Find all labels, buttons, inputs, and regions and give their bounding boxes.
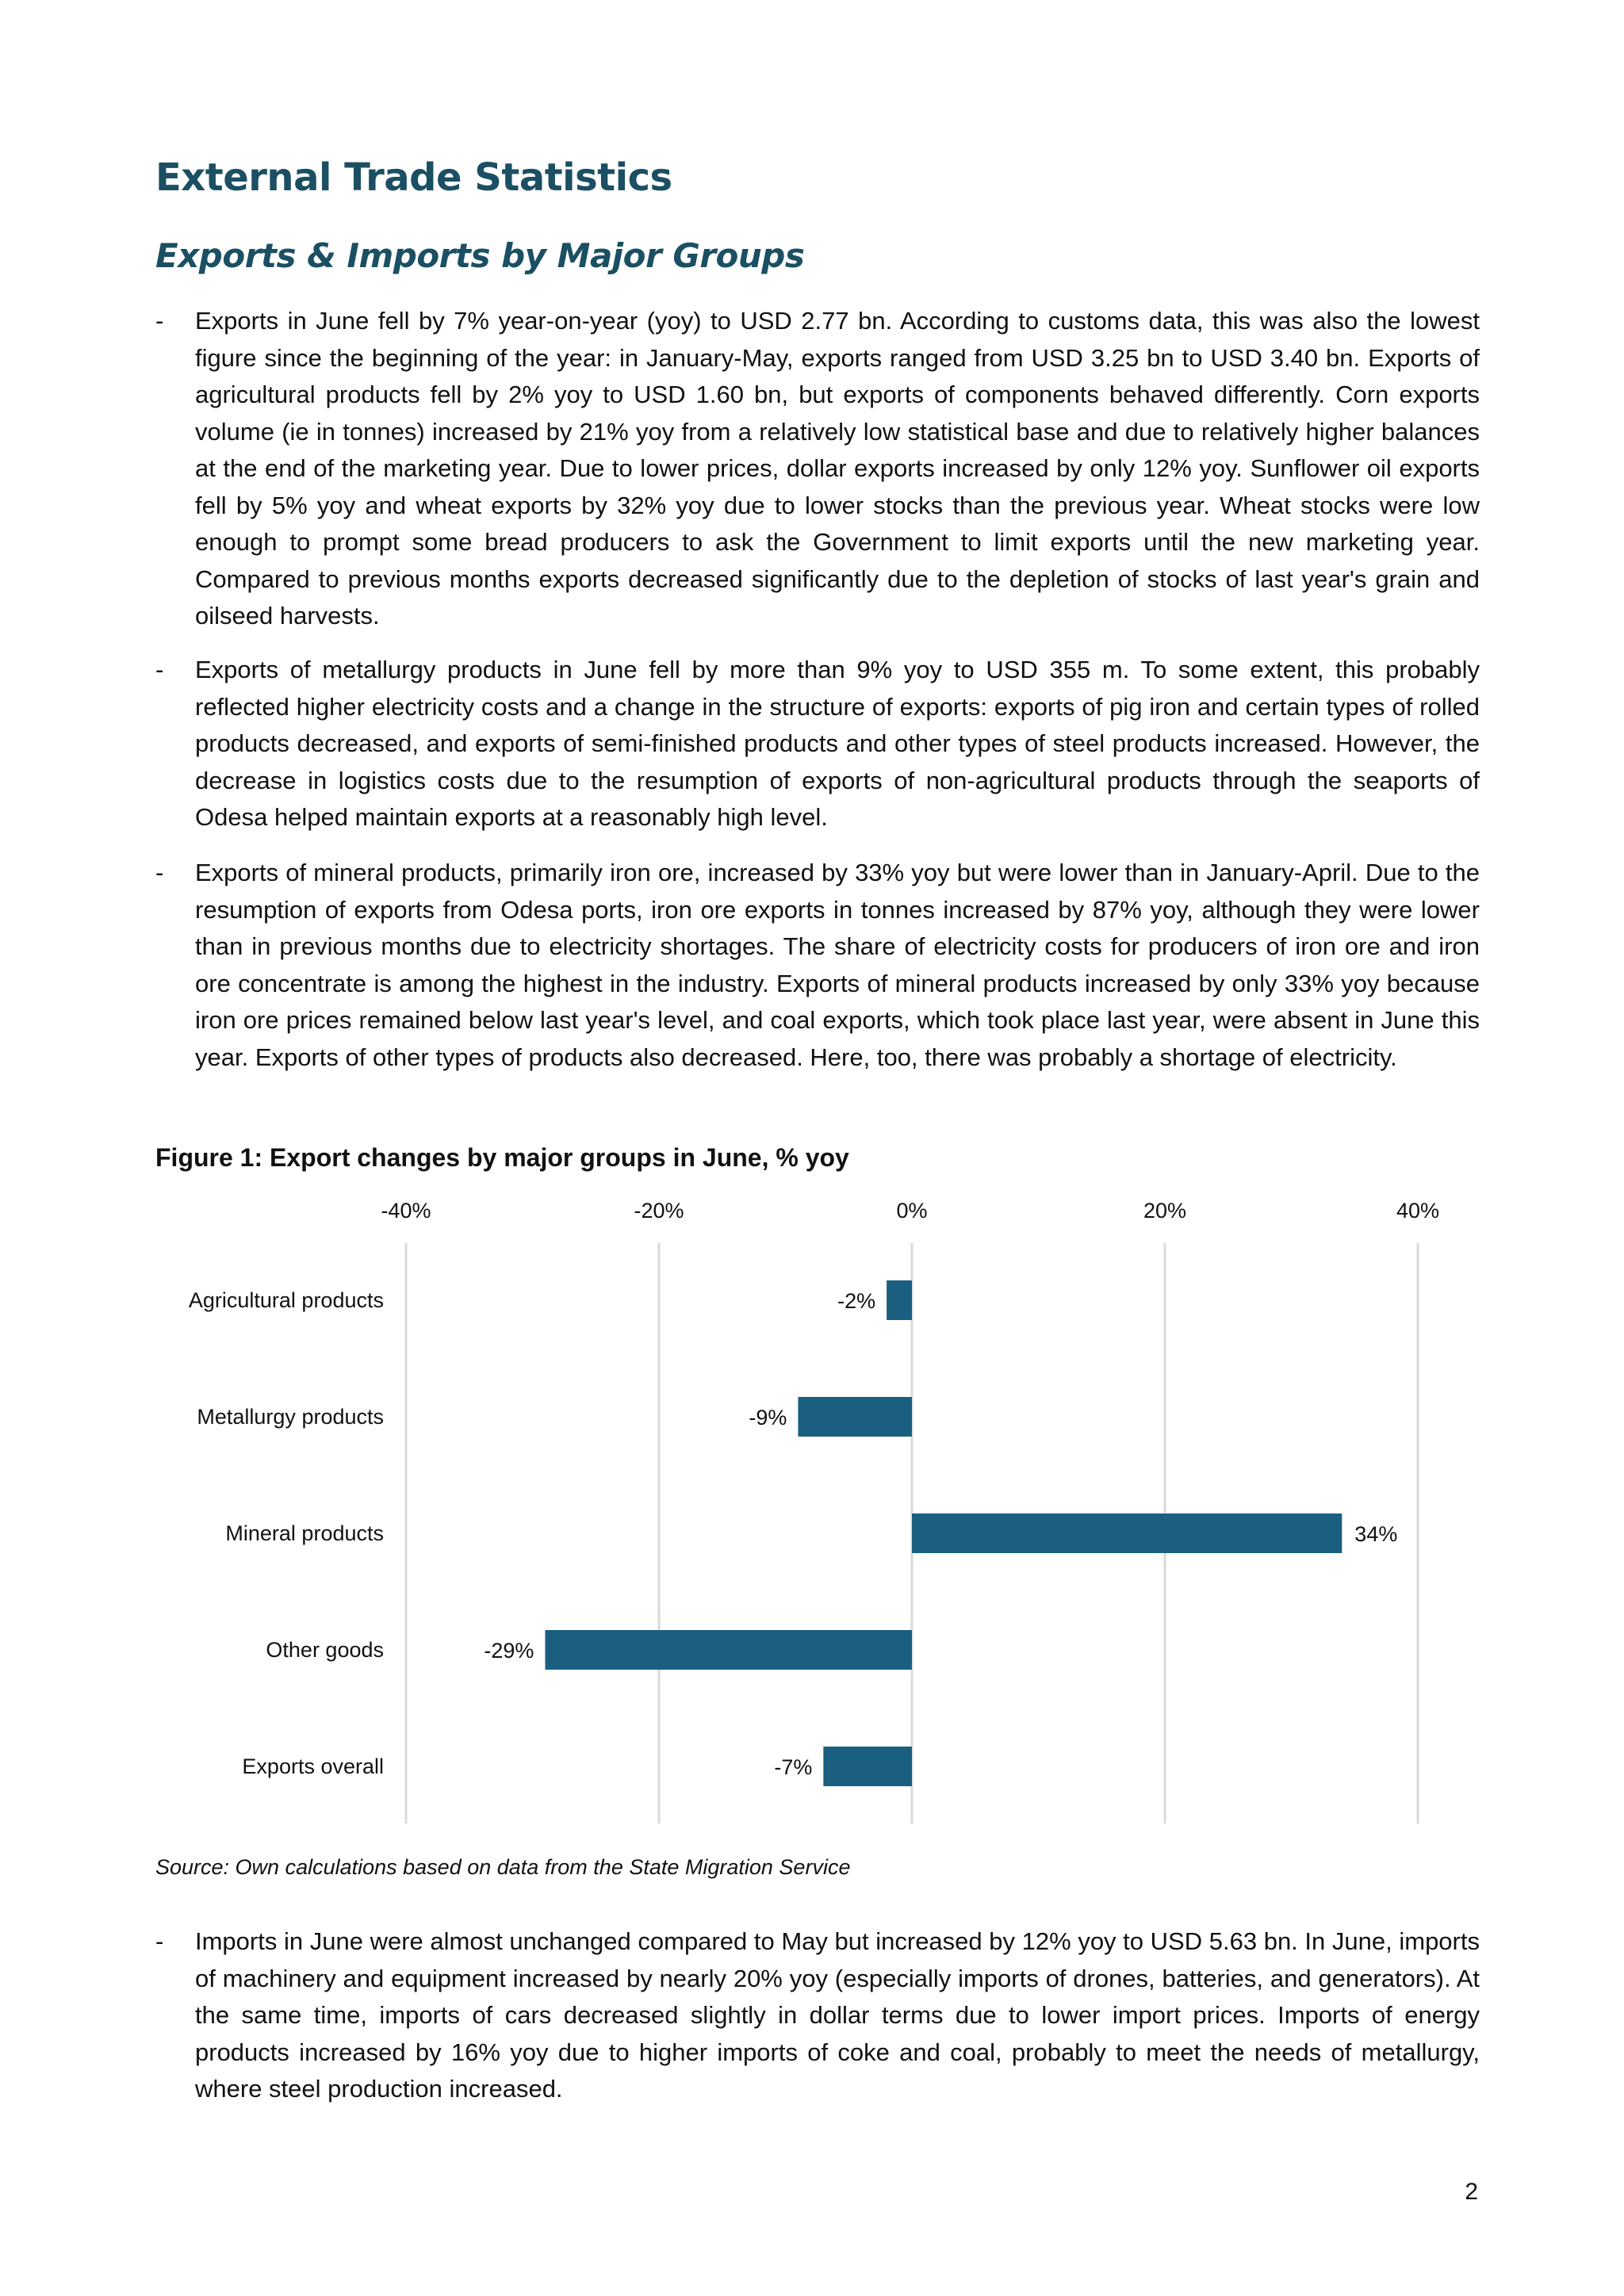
bar (912, 1513, 1342, 1553)
bullet-text: Exports of metallurgy products in June fell by more than 9% yoy to USD 355 m. To some extent, this probably reflected higher electricity costs and a change in the structure of exports: exports of pig iron and certain types of rolled products decreased, and exports of semi-finished products and other types of steel products increased. However, the decrease in logistics costs due to the resumption of exports of non-agricultural products through the seaports of Odesa helped maintain exports at a reasonably high level. (195, 656, 1480, 831)
bullet-text: Imports in June were almost unchanged compared to May but increased by 12% yoy to USD 5.63 bn. In June, imports of machinery and equipment increased by nearly 20% yoy (especially imports of drones, batteries, and generators). At the same time, imports of cars decreased slightly in dollar terms due to lower import prices. Imports of energy products increased by 16% yoy due to higher imports of coke and coal, probably to meet the needs of metallurgy, where steel production increased. (195, 1927, 1480, 2103)
data-label: -9% (749, 1406, 787, 1429)
x-tick-label: 0% (896, 1199, 928, 1223)
data-label: -2% (837, 1289, 876, 1313)
x-tick-label: -40% (381, 1199, 431, 1223)
bullet-text: Exports of mineral products, primarily iron ore, increased by 33% yoy but were lower than in January-April. Due to the resumption of exports from Odesa ports, iron ore exports in tonnes increased by 87% yoy, although they were lower than in previous months due to electricity shortages. The share of electricity costs for producers of iron ore and iron ore concentrate is among the highest in the industry. Exports of mineral products increased by only 33% yoy because iron ore prices remained below last year's level, and coal exports, which took place last year, were absent in June this year. Exports of other types of products also decreased. Here, too, there was probably a shortage of electricity. (195, 859, 1480, 1071)
bullet-marker: - (155, 656, 164, 683)
bar (545, 1630, 912, 1670)
bar (887, 1280, 912, 1320)
section-heading: External Trade Statistics (155, 155, 672, 200)
x-tick-label: 20% (1143, 1199, 1187, 1223)
category-label: Metallurgy products (197, 1405, 384, 1429)
subsection-heading: Exports & Imports by Major Groups (155, 236, 805, 275)
bar (823, 1747, 912, 1786)
bullet-text: Exports in June fell by 7% year-on-year (yoy) to USD 2.77 bn. According to customs data, this was also the lowest figure since the beginning of the year: in January-May, exports ranged from USD 3.25 bn to USD 3.40 bn. Exports of agricultural products fell by 2% yoy to USD 1.60 bn, but exports of components behaved differently. Corn exports volume (ie in tonnes) increased by 21% yoy from a relatively low statistical base and due to relatively higher balances at the end of the marketing year. Due to lower prices, dollar exports increased by only 12% yoy. Sunflower oil exports fell by 5% yoy and wheat exports by 32% yoy due to lower stocks than the previous year. Wheat stocks were low enough to prompt some bread producers to ask the Government to limit exports until the new marketing year. Compared to previous months exports decreased significantly due to the depletion of stocks of last year's grain and oilseed harvests. (195, 307, 1480, 629)
bullet-marker: - (155, 859, 164, 886)
figure-source: Source: Own calculations based on data from the State Migration Service (155, 1855, 851, 1879)
page-number: 2 (1465, 2179, 1478, 2205)
figure-title: Figure 1: Export changes by major groups in June, % yoy (155, 1143, 849, 1172)
x-tick-label: -20% (634, 1199, 684, 1223)
x-tick-label: 40% (1396, 1199, 1440, 1223)
bullet-marker: - (155, 1927, 164, 1955)
category-label: Mineral products (225, 1521, 384, 1545)
bar (798, 1397, 912, 1437)
category-label: Agricultural products (188, 1288, 384, 1312)
data-label: 34% (1354, 1522, 1398, 1546)
category-label: Other goods (266, 1638, 384, 1662)
data-label: -7% (774, 1755, 813, 1779)
bullet-imports (155, 1923, 1480, 2108)
category-label: Exports overall (242, 1755, 384, 1778)
bullet-marker: - (155, 307, 164, 335)
data-label: -29% (484, 1639, 534, 1663)
